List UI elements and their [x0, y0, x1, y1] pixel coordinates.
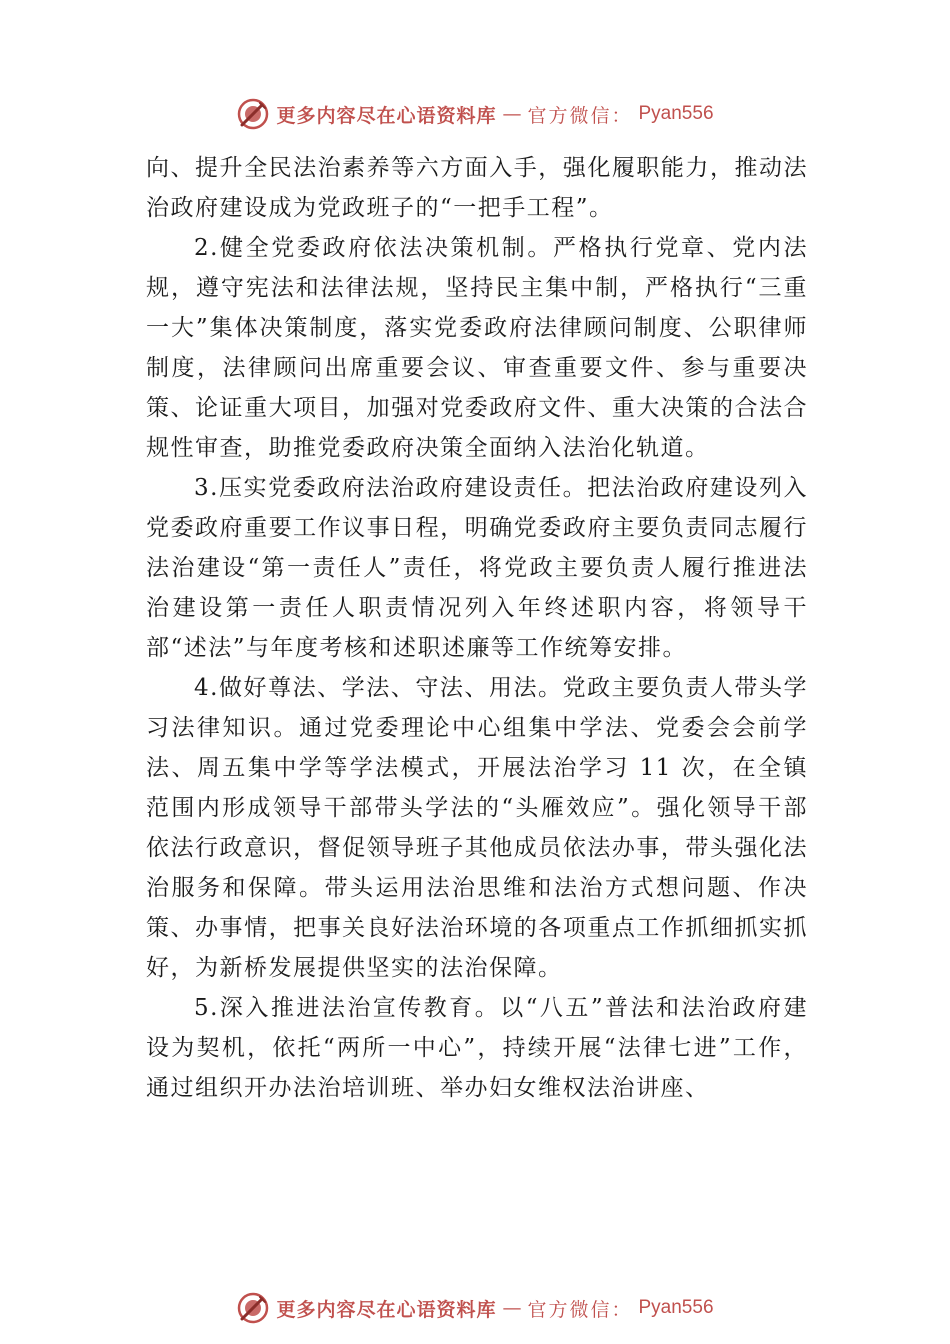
brand-logo-icon [236, 97, 270, 131]
banner-wechat-label: 官方微信： [527, 104, 633, 127]
banner-brand-text: 更多内容尽在心语资料库 [276, 104, 497, 127]
banner-dash: — [502, 103, 522, 125]
paragraph-item-5: 5.深入推进法治宣传教育。以“八五”普法和法治政府建设为契机，依托“两所一中心”，持续开展“法律七进”工作，通过组织开办法治培训班、举办妇女维权法治讲座、 [146, 995, 808, 1101]
paragraph-item-3: 3.压实党委政府法治政府建设责任。把法治政府建设列入党委政府重要工作议事日程，明确党委政府主要负责同志履行法治建设“第一责任人”责任，将党政主要负责人履行推进法治建设第一责任人职责情况列入年终述职内容，将领导干部“述法”与年度考核和述职述廉等工作统筹安排。 [146, 475, 808, 661]
document-body [146, 148, 808, 1108]
banner-wechat-id: Pyan556 [638, 1297, 714, 1318]
paragraph-item-4: 4.做好尊法、学法、守法、用法。党政主要负责人带头学习法律知识。通过党委理论中心组集中学法、党委会会前学法、周五集中学等学法模式，开展法治学习 11 次，在全镇范围内形成领导干部带头学法的“头雁效应”。强化领导干部依法行政意识，督促领导班子其他成员依法办事，带头强化法治服务和保障。带头运用法治思维和法治方式想问题、作决策、办事情，把事关良好法治环境的各项重点工作抓细抓实抓好，为新桥发展提供坚实的法治保障。 [146, 675, 808, 981]
brand-logo-icon [236, 1291, 270, 1325]
footer-banner [0, 1288, 950, 1328]
banner-wechat-label: 官方微信： [527, 1298, 633, 1321]
header-banner [0, 94, 950, 134]
banner-dash: — [502, 1297, 522, 1319]
banner-wechat-id: Pyan556 [638, 103, 714, 124]
paragraph-continued: 向、提升全民法治素养等六方面入手，强化履职能力，推动法治政府建设成为党政班子的“一把手工程”。 [146, 155, 808, 221]
paragraph-item-2: 2.健全党委政府依法决策机制。严格执行党章、党内法规，遵守宪法和法律法规，坚持民主集中制，严格执行“三重一大”集体决策制度，落实党委政府法律顾问制度、公职律师制度，法律顾问出席重要会议、审查重要文件、参与重要决策、论证重大项目，加强对党委政府文件、重大决策的合法合规性审查，助推党委政府决策全面纳入法治化轨道。 [146, 235, 808, 461]
banner-brand-text: 更多内容尽在心语资料库 [276, 1298, 497, 1321]
